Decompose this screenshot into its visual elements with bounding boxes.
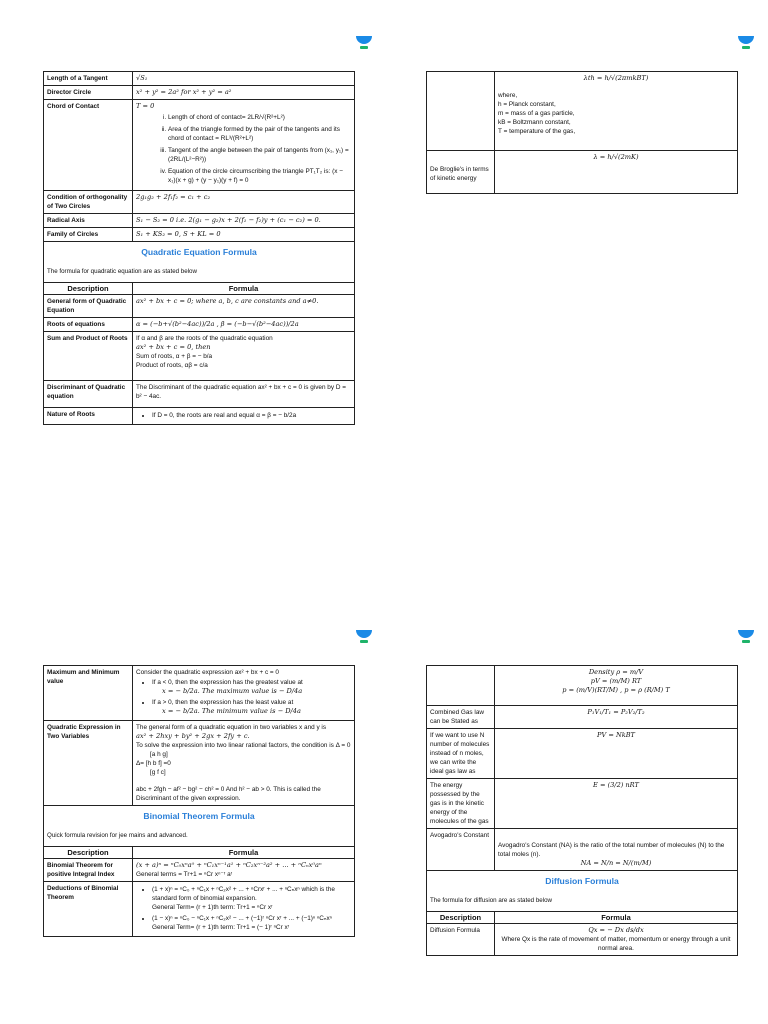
table-row <box>44 191 355 214</box>
section-row <box>44 242 355 283</box>
table-row <box>427 779 738 829</box>
row-formula <box>133 408 355 425</box>
table-row <box>44 332 355 381</box>
row-description: Avogadro's Constant <box>427 829 495 871</box>
list-item: • (1 + x)ⁿ = ⁿC₀ + ⁿC₁x + ⁿC₂x² + ... + ⁿCrxʳ + ... + ⁿCₙxⁿ which is the standard form of binomial expansion. General Term= (r + 1)th term: Tr+1 = ⁿCr xʳ <box>152 885 351 912</box>
quadratic-expression-table <box>43 665 355 846</box>
row-formula: The general form of a quadratic equation in two variables x and y is ax² + 2hxy + by² + 2gx + 2fy + c. To solve the expression into two linear rational factors, the condition is Δ = 0 [a h g] Δ= [h b f] =0 [g f c] abc + 2fgh − af² − bg² − ch² = 0 And h² − ab > 0. This is called the Discriminant of the given expression. <box>133 721 355 806</box>
row-formula: (x + a)ⁿ = ⁿC₀xⁿa⁰ + ⁿC₁xⁿ⁻¹a¹ + ⁿC₂xⁿ⁻²a² + ... + ⁿCₙx⁰aⁿ General terms = Tr+1 = ⁿCr xⁿ⁻ʳ aʳ <box>133 859 355 882</box>
section-title: Quadratic Equation Formula <box>141 247 257 257</box>
table-row <box>427 706 738 729</box>
page-4 <box>426 665 738 956</box>
list-item: iii. Tangent of the angle between the pair of tangents from (x₁, y₁) = (2RL/(L²−R²)) <box>168 146 351 164</box>
table-row <box>44 408 355 425</box>
logo-icon <box>738 36 754 50</box>
section-title: Binomial Theorem Formula <box>143 811 255 821</box>
row-description: Discriminant of Quadratic equation <box>44 381 133 408</box>
row-formula: P₁V₁/T₁ = P₂V₂/T₂ <box>495 706 738 729</box>
table-row <box>44 86 355 100</box>
row-description: De Broglie's in terms of kinetic energy <box>427 151 495 194</box>
table-row <box>44 882 355 937</box>
row-description: Condition of orthogonality of Two Circles <box>44 191 133 214</box>
formula-line: T = 0 <box>136 102 155 110</box>
formula-line: h = Planck constant, <box>498 101 556 108</box>
page-2 <box>426 71 738 194</box>
row-description: General form of Quadratic Equation <box>44 295 133 318</box>
section-row <box>427 871 738 912</box>
row-description: Nature of Roots <box>44 408 133 425</box>
circle-formula-table <box>43 71 355 282</box>
row-formula: Qx = − Dx ds/dx Where Qx is the rate of movement of matter, momentum or energy through a unit normal area. <box>495 924 738 956</box>
column-header: Description <box>427 912 495 924</box>
table-row <box>427 151 738 194</box>
row-description: Quadratic Expression in Two Variables <box>44 721 133 806</box>
page-1 <box>43 71 355 425</box>
row-formula <box>133 100 355 191</box>
list-item: • (1 − x)ⁿ = ⁿC₀ − ⁿC₁x + ⁿC₂x² − ... + (−1)ʳ ⁿCr xʳ + ... + (−1)ⁿ ⁿCₙxⁿ General Term= (r + 1)th term: Tr+1 = (− 1)ʳ ⁿCr xʳ <box>152 914 351 932</box>
column-header: Description <box>44 847 133 859</box>
row-formula <box>133 666 355 721</box>
diffusion-formula-table <box>426 911 738 956</box>
row-formula: Avogadro's Constant (NA) is the ratio of the total number of molecules (N) to the total moles (n). NA = N/n = N/(m/M) <box>495 829 738 871</box>
table-row <box>427 829 738 871</box>
table-row <box>427 666 738 706</box>
formula-line: T = temperature of the gas, <box>498 128 576 135</box>
table-header-row <box>44 283 355 295</box>
row-description: Roots of equations <box>44 318 133 332</box>
table-row <box>44 381 355 408</box>
logo-icon <box>738 630 754 644</box>
row-description: Deductions of Binomial Theorem <box>44 882 133 937</box>
row-formula: Density ρ = m/V pV = (m/M) RT p = (m/V)(RT/M) , p = ρ (R/M) T <box>495 666 738 706</box>
formula-line: ax² + bx + c = 0, then <box>136 343 211 351</box>
logo-icon <box>356 630 372 644</box>
numbered-list <box>136 113 351 185</box>
formula-line: Consider the quadratic expression ax² + bx + c = 0 <box>136 669 279 676</box>
section-row <box>44 806 355 847</box>
bullet-list <box>136 411 351 420</box>
list-item: • If a < 0, then the expression has the greatest value at x = − b/2a. The maximum value is − D/4a <box>152 678 351 696</box>
row-description: Sum and Product of Roots <box>44 332 133 381</box>
table-row <box>44 721 355 806</box>
column-header: Description <box>44 283 133 295</box>
table-row <box>427 924 738 956</box>
row-formula: The Discriminant of the quadratic equation ax² + bx + c = 0 is given by D = b² − 4ac. <box>133 381 355 408</box>
row-description: Radical Axis <box>44 214 133 228</box>
list-item: • If a > 0, then the expression has the least value at x = − b/2a. The minimum value is − D/4a <box>152 698 351 716</box>
table-row <box>44 72 355 86</box>
row-description: Director Circle <box>44 86 133 100</box>
table-row <box>44 318 355 332</box>
list-item: i. Length of chord of contact= 2LR/√(R²+L²) <box>168 113 351 122</box>
table-row <box>44 666 355 721</box>
formula-line: λth = h/√(2πmkBT) <box>583 74 649 82</box>
table-row <box>427 729 738 779</box>
row-formula <box>133 882 355 937</box>
row-formula: S₁ − S₂ = 0 i.e. 2(g₁ − g₂)x + 2(f₁ − f₂)y + (c₁ − c₂) = 0. <box>133 214 355 228</box>
quadratic-formula-table <box>43 282 355 425</box>
table-row <box>44 228 355 242</box>
row-formula: E = (3/2) nRT <box>495 779 738 829</box>
bullet-list <box>136 885 351 932</box>
column-header: Formula <box>133 283 355 295</box>
row-description: Diffusion Formula <box>427 924 495 956</box>
row-formula: √S₁ <box>133 72 355 86</box>
row-formula: ax² + bx + c = 0; where a, b, c are constants and a≠0. <box>133 295 355 318</box>
column-header: Formula <box>133 847 355 859</box>
row-description <box>427 72 495 151</box>
bullet-list <box>136 678 351 716</box>
row-description: Family of Circles <box>44 228 133 242</box>
gas-formula-table <box>426 71 738 194</box>
table-row <box>44 100 355 191</box>
row-description: Chord of Contact <box>44 100 133 191</box>
table-header-row <box>427 912 738 924</box>
row-formula <box>495 72 738 151</box>
row-formula <box>133 332 355 381</box>
table-row <box>44 295 355 318</box>
table-row <box>44 859 355 882</box>
row-formula: S₁ + KS₂ = 0, S + KL = 0 <box>133 228 355 242</box>
row-formula: x² + y² = 2a² for x² + y² = a² <box>133 86 355 100</box>
row-description: Binomial Theorem for positive Integral Index <box>44 859 133 882</box>
table-row <box>427 72 738 151</box>
section-intro: The formula for quadratic equation are as stated below <box>47 268 197 275</box>
row-formula: α = (−b+√(b²−4ac))/2a , β = (−b−√(b²−4ac))/2a <box>133 318 355 332</box>
table-row <box>44 214 355 228</box>
formula-line: Product of roots, αβ = c/a <box>136 362 208 369</box>
row-description: The energy possessed by the gas is in the kinetic energy of the molecules of the gas <box>427 779 495 829</box>
list-item: ii. Area of the triangle formed by the pair of the tangents and its chord of contact = RL³/(R²+L²) <box>168 125 351 143</box>
row-description <box>427 666 495 706</box>
list-item: iv. Equation of the circle circumscribing the triangle PT₁T₂ is: (x − x₁)(x + g) + (y − y₁)(y + f) = 0 <box>168 167 351 185</box>
formula-line: kB = Boltzmann constant, <box>498 119 571 126</box>
section-title: Diffusion Formula <box>545 876 619 886</box>
section-intro: The formula for diffusion are as stated below <box>430 897 552 904</box>
logo-icon <box>356 36 372 50</box>
table-header-row <box>44 847 355 859</box>
row-description: Maximum and Minimum value <box>44 666 133 721</box>
row-formula: PV = NkBT <box>495 729 738 779</box>
page-3 <box>43 665 355 937</box>
column-header: Formula <box>495 912 738 924</box>
formula-line: where, <box>498 92 518 99</box>
row-description: Combined Gas law can be Stated as <box>427 706 495 729</box>
list-item: • If D = 0, the roots are real and equal α = β = − b/2a <box>152 411 351 420</box>
section-intro: Quick formula revision for jee mains and advanced. <box>47 832 188 839</box>
row-formula: λ = h/√(2mK) <box>495 151 738 194</box>
row-description: Length of a Tangent <box>44 72 133 86</box>
formula-line: Sum of roots, α + β = − b/a <box>136 353 213 360</box>
binomial-formula-table <box>43 846 355 937</box>
formula-line: m = mass of a gas particle, <box>498 110 575 117</box>
ideal-gas-table <box>426 665 738 911</box>
formula-line: If α and β are the roots of the quadratic equation <box>136 335 273 342</box>
row-description: If we want to use N number of molecules instead of n moles, we can write the ideal gas law as <box>427 729 495 779</box>
row-formula: 2g₁g₂ + 2f₁f₂ = c₁ + c₂ <box>133 191 355 214</box>
